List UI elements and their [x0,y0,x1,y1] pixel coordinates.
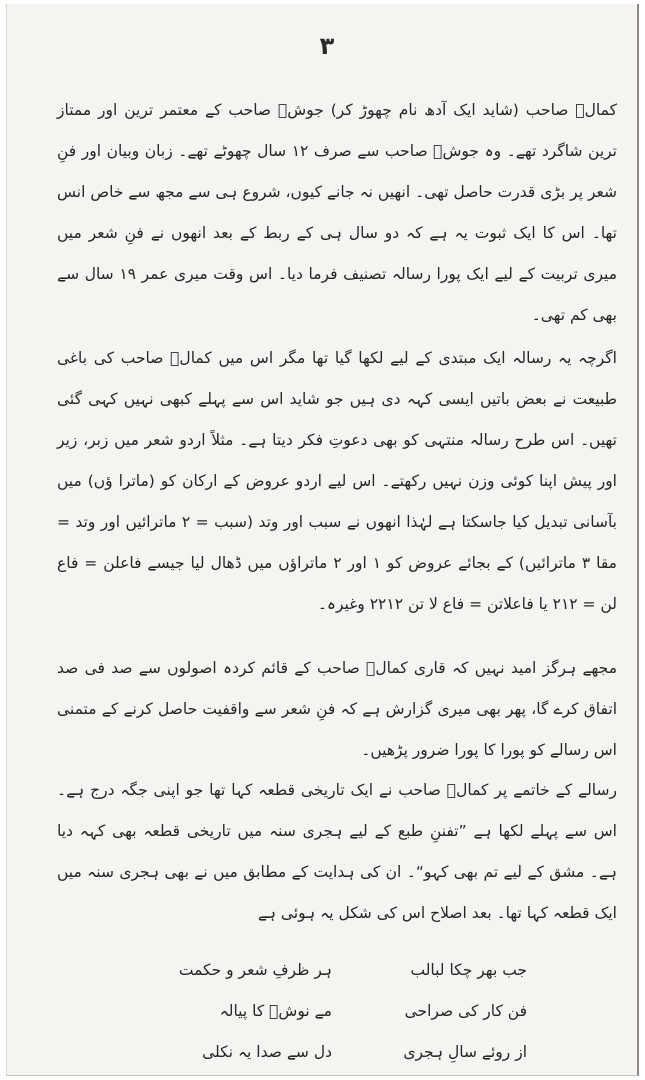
paragraph-text: مجھے ہرگز امید نہیں کہ قاری کمالؔ صاحب کے قائم کردہ اصولوں سے صد فی صد اتفاق کرے گا، پھر بھی میری گزارش ہے کہ فنِ شعر سے واقفیت حاصل کرنے کے متمنی اس رسالے کو پورا کا پورا ضرور پڑھیں۔ [57,659,617,759]
paragraph-4 [57,770,617,934]
paragraph-1 [57,90,617,336]
verse-right-column [327,950,527,1073]
verse-left-column [132,950,332,1073]
verse-line: مے نوشؔ کا پیالہ [219,1002,332,1020]
verse-line: از روئے سالِ ہجری [403,1043,527,1061]
document-page [6,4,639,1076]
verse-line: فن کار کی صراحی [404,1002,527,1020]
page-number: ۳ [319,32,335,60]
verse-line: دل سے صدا یہ نکلی [202,1043,332,1061]
paragraph-text: کمالؔ صاحب (شاید ایک آدھ نام چھوڑ کر) جوشؔ صاحب کے معتمر ترین اور ممتاز ترین شاگرد تھے۔ وہ جوشؔ صاحب سے صرف ۱۲ سال چھوٹے تھے۔ زبان وبیان اور فنِ شعر پر بڑی قدرت حاصل تھی۔ انھیں نہ جانے کیوں، شروع ہی سے مجھ سے خاص انس تھا۔ اس کا ایک ثبوت یہ ہے کہ دو سال ہی کے ربط کے بعد انھوں نے فنِ شعر میں میری تربیت کے لیے ایک پورا رسالہ تصنیف فرما دیا۔ اس وقت میری عمر ۱۹ سال سے بھی کم تھی۔ [57,101,617,324]
verse-line: جب بھر چکا لبالب [410,961,527,979]
paragraph-text: رسالے کے خاتمے پر کمالؔ صاحب نے ایک تاریخی قطعہ کہا تھا جو اپنی جگہ درج ہے۔ اس سے پہلے لکھا ہے ”تفننِ طبع کے لیے ہجری سنہ میں تاریخی قطعہ بھی کہہ دیا ہے۔ مشق کے لیے تم بھی کہو“۔ ان کی ہدایت کے مطابق میں نے بھی ہجری سنہ میں ایک قطعہ کہا تھا۔ بعد اصلاح اس کی شکل یہ ہوئی ہے [57,781,617,922]
paragraph-text: اگرچہ یہ رسالہ ایک مبتدی کے لیے لکھا گیا تھا مگر اس میں کمالؔ صاحب کی باغی طبیعت نے بعض باتیں ایسی کہہ دی ہیں جو شاید اس سے پہلے کبھی نہیں کہی گئی تھیں۔ اس طرح رسالہ منتہی کو بھی دعوتِ فکر دیتا ہے۔ مثلاً اردو شعر میں زبر، زیر اور پیش اپنا کوئی وزن نہیں رکھتے۔ اس لیے اردو عروض کے ارکان کو (ماترا ؤں) میں بآسانی تبدیل کیا جاسکتا ہے لہٰذا انھوں نے سبب اور وتد (سبب = ۲ ماترائیں اور وتد = مقا ۳ ماترائیں) کے بجائے عروض کو ۱ اور ۲ ماتراؤں میں ڈھال لیا جیسے فاعلن = فاع لن = ۲۱۲ یا فاعلاتن = فاع لا تن ۲۲۱۲ وغیرہ۔ [57,349,617,613]
paragraph-3 [57,648,617,771]
paragraph-2 [57,338,617,625]
verse-line: ہر ظرفِ شعر و حکمت [178,961,332,979]
